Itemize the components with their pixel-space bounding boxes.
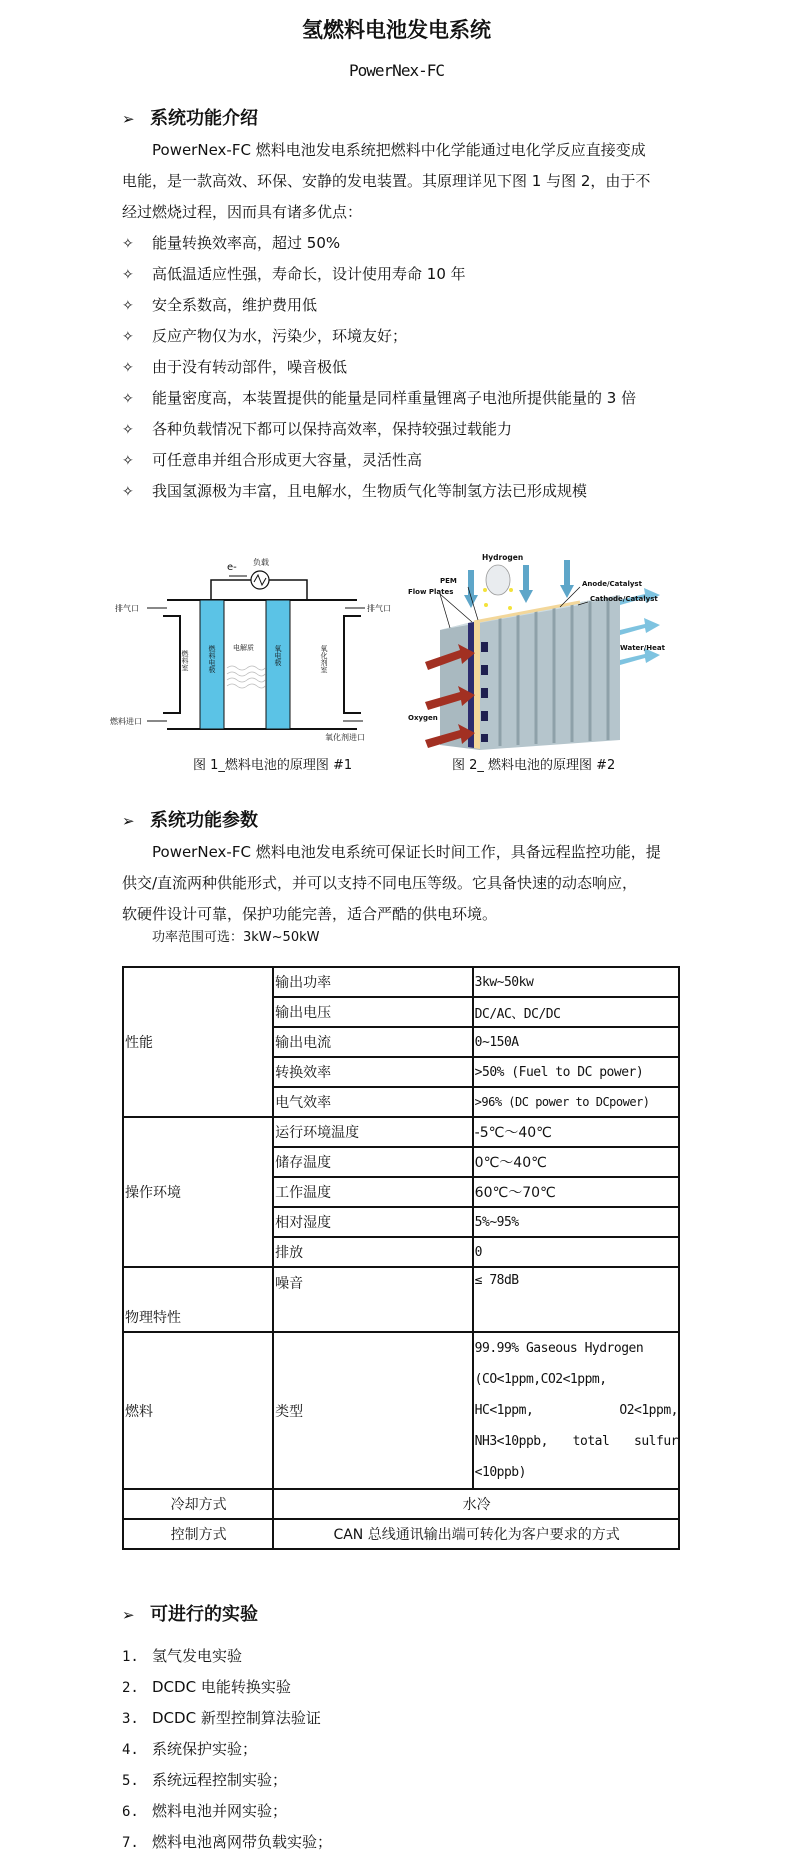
intro-line: 供交/直流两种供能形式，并可以支持不同电压等级。它具备快速的动态响应，: [122, 874, 638, 892]
bullet-item: [122, 325, 407, 346]
oxidant-chamber-label: 氧化剂室: [320, 645, 328, 673]
param-cell: 储存温度: [273, 1147, 473, 1177]
exhaust-right-label: 排气口: [367, 604, 391, 613]
list-text: 系统远程控制实验；: [152, 1771, 288, 1789]
value-cell: 0~150A: [473, 1027, 679, 1057]
list-number: 1.: [122, 1649, 139, 1665]
oxidant-chamber-bracket: [344, 616, 361, 713]
page-title: 氢燃料电池发电系统: [302, 18, 491, 42]
category-cell: 物理特性: [123, 1267, 273, 1332]
param-cell: 排放: [273, 1237, 473, 1267]
value-cell: DC/AC、DC/DC: [473, 997, 679, 1027]
list-item: [122, 1800, 287, 1821]
bullet-item: [122, 263, 466, 284]
param-cell: 输出电流: [273, 1027, 473, 1057]
arrowhead-icon: ➢: [122, 110, 135, 128]
bullet-text: 可任意串并组合形成更大容量，灵活性高: [152, 451, 423, 469]
fuel-line: 99.99% Gaseous Hydrogen: [474, 1341, 644, 1356]
bullet-item: [122, 294, 317, 315]
power-range: 功率范围可选：3kW~50kW: [152, 930, 320, 945]
heading-text: 系统功能介绍: [150, 108, 258, 129]
bullet-item: [122, 232, 340, 253]
bullet-text: 安全系数高，维护费用低: [152, 296, 318, 314]
value-cell: >96% (DC power to DCpower): [473, 1087, 679, 1117]
oxygen-electrode-label: 氧电极: [274, 645, 282, 666]
bullet-text: 能量密度高，本装置提供的能量是同样重量锂离子电池所提供能量的 3 倍: [152, 389, 637, 407]
circuit-wire: [211, 580, 253, 600]
param-cell: 工作温度: [273, 1177, 473, 1207]
list-item: [122, 1769, 287, 1790]
bullet-item: [122, 356, 347, 377]
table-row: [123, 1332, 679, 1489]
fuel-chamber-label: 燃料室: [181, 650, 189, 671]
bullet-item: [122, 480, 587, 501]
param-cell: 相对湿度: [273, 1207, 473, 1237]
cathode-label: Cathode/Catalyst: [590, 595, 658, 603]
intro-line: PowerNex-FC 燃料电池发电系统把燃料中化学能通过电化学反应直接变成: [152, 141, 646, 159]
arrowhead-icon: ➢: [122, 1606, 135, 1624]
electrolyte-label: 电解质: [233, 644, 254, 652]
value-cell: 0: [473, 1237, 679, 1267]
exhaust-left-label: 排气口: [115, 604, 139, 613]
list-text: 燃料电池并网实验；: [152, 1802, 288, 1820]
table-row: [123, 967, 679, 997]
list-number: 7.: [122, 1835, 139, 1851]
figure-2-caption: 图 2_ 燃料电池的原理图 #2: [452, 758, 616, 773]
intro-line: 软硬件设计可靠，保护功能完善，适合严酷的供电环境。: [122, 905, 498, 923]
category-cell: 操作环境: [123, 1117, 273, 1267]
figure-1-caption: 图 1_燃料电池的原理图 #1: [193, 758, 353, 773]
bullet-text: 反应产物仅为水，污染少，环境友好；: [152, 327, 408, 345]
heading-text: 可进行的实验: [150, 1604, 258, 1625]
intro-line: PowerNex-FC 燃料电池发电系统可保证长时间工作，具备远程监控功能，提: [152, 843, 661, 861]
param-cell: 电气效率: [273, 1087, 473, 1117]
anode-layer: [468, 622, 474, 748]
value-cell: 5%~95%: [473, 1207, 679, 1237]
electron-label: e-: [227, 562, 237, 573]
hydrogen-arrows-icon: [464, 560, 574, 608]
fuel-line: (CO<1ppm,CO2<1ppm,: [474, 1372, 607, 1387]
section-heading-params: [122, 806, 258, 832]
value-cell: 3kw~50kw: [473, 967, 679, 997]
param-cell: 输出功率: [273, 967, 473, 997]
cooling-value-cell: 水冷: [273, 1489, 679, 1519]
value-cell: 0℃～40℃: [473, 1147, 679, 1177]
spec-table: [122, 966, 680, 1550]
value-cell: [473, 1332, 679, 1489]
pem-layer: [474, 621, 480, 749]
diamond-star-icon: ✧: [122, 267, 134, 283]
load-label: 负载: [253, 558, 269, 567]
fuel-line: <10ppb): [474, 1465, 526, 1480]
figure-2-diagram: [408, 550, 670, 750]
bullet-text: 高低温适应性强，寿命长，设计使用寿命 10 年: [152, 265, 466, 283]
section-heading-intro: [122, 104, 258, 130]
list-item: [122, 1676, 291, 1697]
list-number: 2.: [122, 1680, 139, 1696]
category-cell: 燃料: [123, 1332, 273, 1489]
hydrogen-label: Hydrogen: [482, 553, 524, 562]
oxidant-inlet-label: 氧化剂进口: [325, 733, 365, 742]
list-text: DCDC 电能转换实验: [152, 1678, 291, 1696]
diamond-star-icon: ✧: [122, 360, 134, 376]
bullet-text: 能量转换效率高，超过 50%: [152, 234, 341, 252]
flow-plates-label: Flow Plates: [408, 588, 454, 596]
bullet-item: [122, 418, 512, 439]
diamond-star-icon: ✧: [122, 391, 134, 407]
list-text: 燃料电池离网带负载实验；: [152, 1833, 333, 1851]
page-subtitle: PowerNex-FC: [349, 61, 444, 80]
param-cell: 转换效率: [273, 1057, 473, 1087]
bullet-text: 我国氢源极为丰富，且电解水，生物质气化等制氢方法已形成规模: [152, 482, 588, 500]
fuel-line: NH3<10ppb, total sulfur: [474, 1434, 678, 1449]
param-cell: 噪音: [273, 1267, 473, 1332]
value-cell: >50% (Fuel to DC power): [473, 1057, 679, 1087]
control-value-cell: CAN 总线通讯输出端可转化为客户要求的方式: [273, 1519, 679, 1549]
diamond-star-icon: ✧: [122, 484, 134, 500]
fuel-line: HC<1ppm, O2<1ppm,: [474, 1403, 678, 1418]
param-cell: 输出电压: [273, 997, 473, 1027]
diamond-star-icon: ✧: [122, 236, 134, 252]
diamond-star-icon: ✧: [122, 329, 134, 345]
value-cell: 60℃～70℃: [473, 1177, 679, 1207]
list-number: 4.: [122, 1742, 139, 1758]
value-cell: ≤ 78dB: [473, 1267, 679, 1332]
bullet-item: [122, 387, 636, 408]
bullet-text: 由于没有转动部件，噪音极低: [152, 358, 348, 376]
intro-line: 电能，是一款高效、环保、安静的发电装置。其原理详见下图 1 与图 2，由于不: [122, 172, 651, 190]
fuel-electrode-label: 燃料电极: [208, 645, 216, 673]
fuel-chamber-bracket: [163, 616, 180, 713]
diamond-star-icon: ✧: [122, 298, 134, 314]
list-number: 3.: [122, 1711, 139, 1727]
fuel-type-value: [475, 1333, 678, 1488]
list-text: DCDC 新型控制算法验证: [152, 1709, 321, 1727]
category-cell: 性能: [123, 967, 273, 1117]
diamond-star-icon: ✧: [122, 422, 134, 438]
section-heading-experiments: [122, 1600, 258, 1626]
list-item: [122, 1738, 257, 1759]
diamond-star-icon: ✧: [122, 453, 134, 469]
param-cell: 运行环境温度: [273, 1117, 473, 1147]
list-number: 5.: [122, 1773, 139, 1789]
figure-1-diagram: [110, 550, 391, 745]
list-text: 氢气发电实验: [152, 1647, 243, 1665]
list-item: [122, 1831, 332, 1852]
cooling-label-cell: 冷却方式: [123, 1489, 273, 1519]
table-row: [123, 1267, 679, 1332]
pem-label: PEM: [440, 577, 457, 585]
param-cell: 类型: [273, 1332, 473, 1489]
value-cell: -5℃～40℃: [473, 1117, 679, 1147]
list-item: [122, 1645, 242, 1666]
intro-line: 经过燃烧过程，因而具有诸多优点：: [122, 203, 363, 221]
list-text: 系统保护实验；: [152, 1740, 258, 1758]
lightbulb-icon: [486, 565, 510, 595]
oxygen-label: Oxygen: [408, 714, 438, 722]
bullet-text: 各种负载情况下都可以保持高效率，保持较强过载能力: [152, 420, 513, 438]
arrowhead-icon: ➢: [122, 812, 135, 830]
table-row: [123, 1519, 679, 1549]
table-row: [123, 1489, 679, 1519]
control-label-cell: 控制方式: [123, 1519, 273, 1549]
fuel-inlet-label: 燃料进口: [110, 717, 142, 726]
list-number: 6.: [122, 1804, 139, 1820]
list-item: [122, 1707, 321, 1728]
water-heat-label: Water/Heat: [620, 644, 665, 652]
electrolyte-wave-icon: [227, 666, 265, 688]
table-row: [123, 1117, 679, 1147]
heading-text: 系统功能参数: [150, 810, 258, 831]
bullet-item: [122, 449, 422, 470]
anode-label: Anode/Catalyst: [582, 580, 642, 588]
circuit-wire: [267, 580, 307, 600]
